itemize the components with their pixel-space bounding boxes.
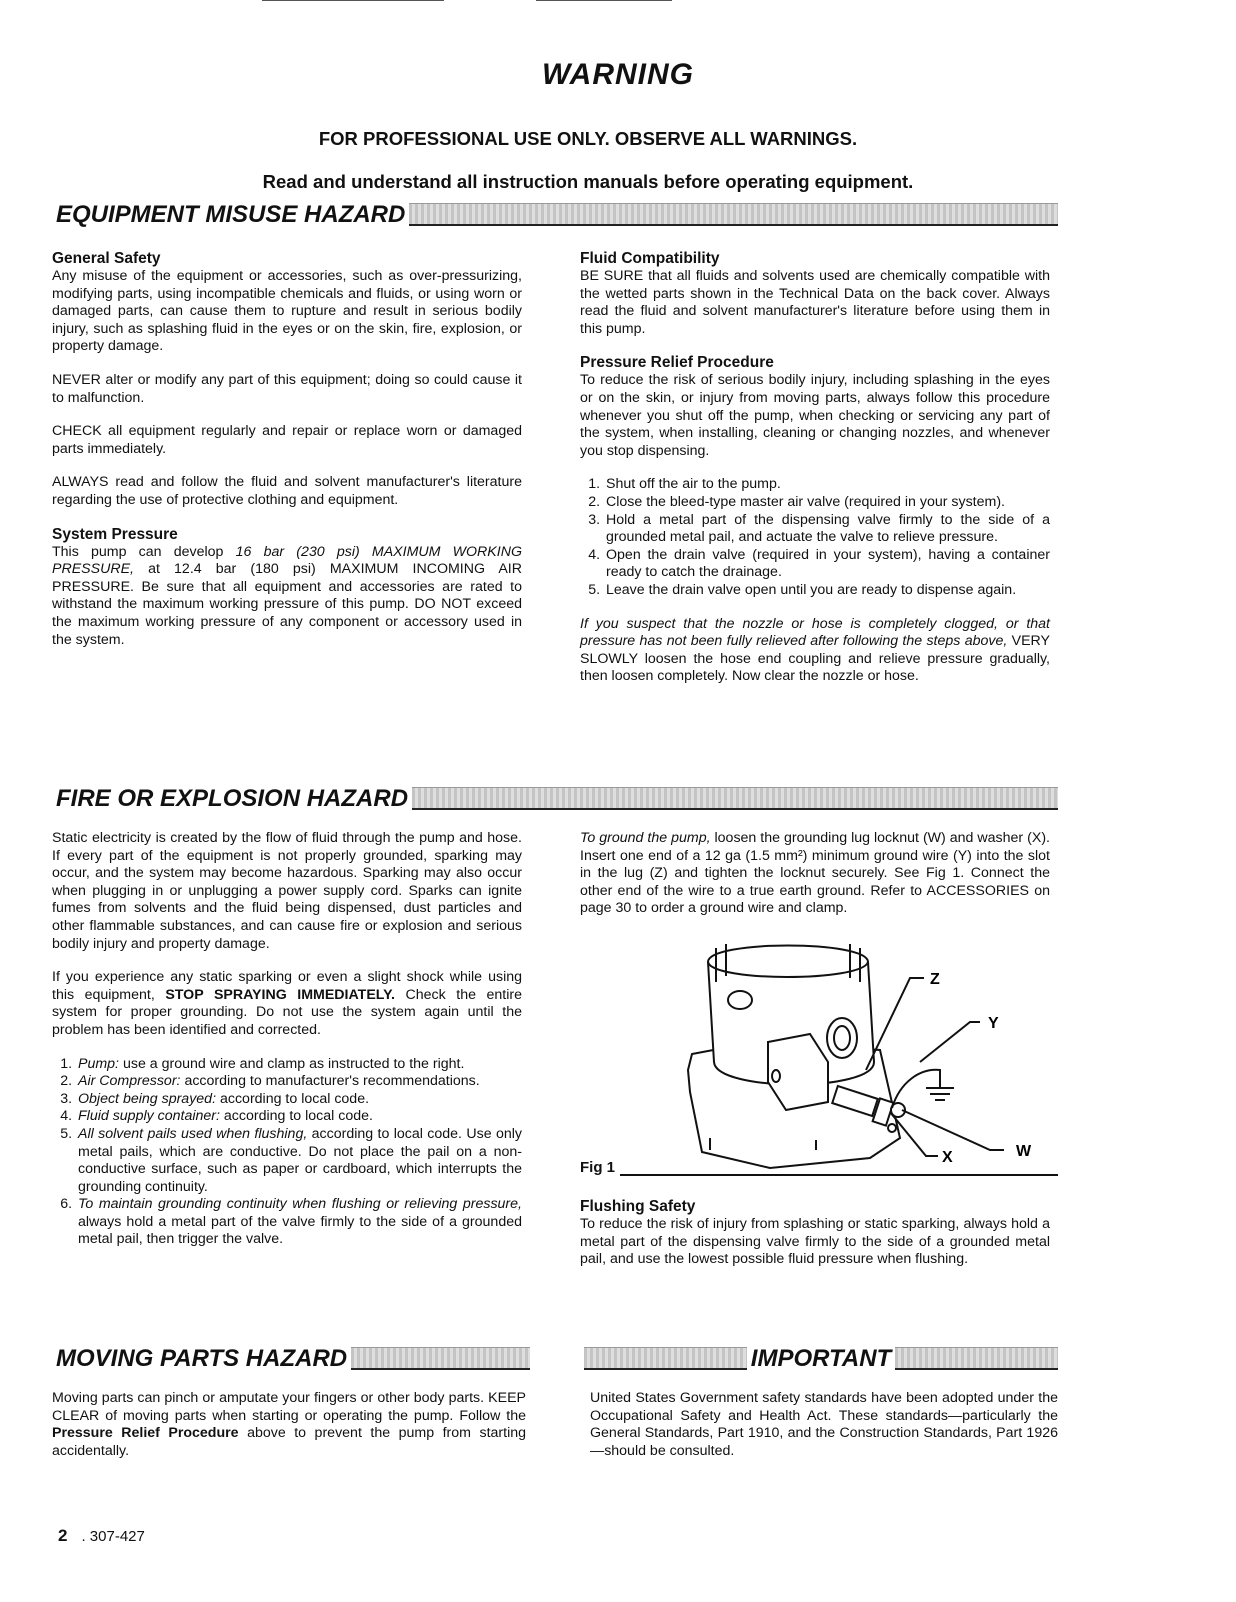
clogged-nozzle-text <box>580 616 1050 686</box>
page-footer <box>58 1526 145 1546</box>
pressure-relief-title: Pressure Relief Procedure <box>580 354 774 372</box>
heading-shade-bar <box>412 787 1058 810</box>
grounding-item <box>76 1196 522 1249</box>
pressure-relief-steps <box>580 476 1050 599</box>
grounding-item <box>76 1126 522 1196</box>
label-y: Y <box>988 1015 999 1032</box>
relief-step: 3. Hold a metal part of the dispensing valve firmly to the side of a grounded metal pail, and actuate the valve to relieve pressure. <box>604 512 1050 547</box>
page-number: 2 <box>58 1526 68 1545</box>
page-title: WARNING <box>542 58 694 91</box>
grounding-item-text: according to local code. <box>216 1090 370 1107</box>
relief-step: 1. Shut off the air to the pump. <box>604 476 1050 494</box>
flushing-safety-block <box>580 1198 1050 1285</box>
grounding-lug <box>827 1018 857 1058</box>
moving-parts-a: Moving parts can pinch or amputate your fingers or other body parts. KEEP CLEAR of moving parts when starting or operating the pump. Follow the <box>52 1390 526 1424</box>
pressure-relief-ref: Pressure Relief Procedure <box>52 1425 239 1442</box>
check-equipment-text: CHECK all equipment regularly and repair or replace worn or damaged parts immediately. <box>52 423 522 457</box>
equipment-left-column <box>52 250 522 665</box>
ground-symbol <box>926 1088 954 1100</box>
clogged-nozzle-italic: If you suspect that the nozzle or hose is completely clogged, or that pressure has not been fully relieved after following the steps above, <box>580 615 1050 650</box>
pressure-relief-text: To reduce the risk of serious bodily injury, including splashing in the eyes or on the skin, or injury from moving parts, always follow this procedure whenever you shut off the pump, when checking or servicing any part of the system, when installing, cleaning or changing nozzles, and whenever you stop dispensing. <box>580 372 1050 459</box>
figure-caption: Fig 1 <box>580 1159 616 1176</box>
heading-shade-bar <box>409 203 1058 226</box>
fire-left-column <box>52 830 522 1265</box>
scan-edge-line <box>536 0 672 1</box>
static-electricity-text: Static electricity is created by the flow of fluid through the pump and hose. If every part of the equipment is not properly grounded, sparking may occur, and the system may become hazardous. Sparking may also occur when plugging in or unplugging a power supply cord. Sparks can ignite fumes from solvents and the fluid being dispensed, dust particles and other flammable substances, and can cause fire or explosion and serious bodily injury and property damage. <box>52 830 522 952</box>
grounding-item-text: according to manufacturer's recommendations. <box>180 1073 480 1090</box>
system-pressure-title: System Pressure <box>52 525 178 543</box>
relief-step: 2. Close the bleed-type master air valve (required in your system). <box>604 494 1050 512</box>
ground-pump-rest: loosen the grounding lug locknut (W) and washer (X). Insert one end of a 12 ga (1.5 mm²) minimum ground wire (Y) into the slot in the lug (Z) and tighten the locknut securely. See Fig 1. Connect the other end of the wire to a true earth ground. Refer to ACCESSORIES on page 30 to order a ground wire and clamp. <box>580 830 1050 917</box>
ground-pump-italic: To ground the pump, <box>580 830 711 846</box>
fluid-compatibility-text: BE SURE that all fluids and solvents used are chemically compatible with the wetted parts shown in the Technical Data on the back cover. Always read the fluid and solvent manufacturer's literature before using them in this pump. <box>580 268 1050 337</box>
heading-shade-bar <box>351 1347 530 1370</box>
ground-pump-text <box>580 830 1050 918</box>
grounding-item <box>76 1108 522 1126</box>
moving-parts-block <box>52 1390 526 1476</box>
fluid-compatibility-title: Fluid Compatibility <box>580 250 720 267</box>
grounding-item-text: according to local code. <box>219 1108 373 1125</box>
important-text: United States Government safety standards have been adopted under the Occupational Safety and Health Act. These standards—particularly the General Standards, Part 1910, and the Construction Standards, Part 1926—should be consulted. <box>590 1390 1058 1459</box>
important-heading <box>584 1346 1058 1372</box>
general-safety-title: General Safety <box>52 250 161 267</box>
moving-parts-c: above to prevent the pump from starting accidentally. <box>52 1425 527 1459</box>
flushing-safety-text: To reduce the risk of injury from splashing or static sparking, always hold a metal part of the dispensing valve firmly to the side of a grounded metal pail, and use the lowest possible fluid pressure when flushing. <box>580 1216 1050 1268</box>
system-pressure-text-c: at 12.4 bar (180 psi) MAXIMUM INCOMING AIR PRESSURE. Be sure that all equipment and accessories are rated to withstand the maximum working pressure of this pump. DO NOT exceed the maximum working pressure of any component or accessory used in the system. <box>52 561 522 648</box>
label-w: W <box>1016 1143 1032 1160</box>
grounding-item-lead: Pump: <box>78 1055 120 1072</box>
equipment-misuse-heading <box>56 202 1058 228</box>
important-block <box>590 1390 1058 1476</box>
fire-explosion-title: FIRE OR EXPLOSION HAZARD <box>56 785 409 812</box>
scan-edge-line <box>262 0 444 1</box>
figure-1 <box>580 942 1058 1186</box>
grounding-item <box>76 1073 522 1091</box>
equipment-misuse-title: EQUIPMENT MISUSE HAZARD <box>56 201 406 228</box>
stop-spraying: STOP SPRAYING IMMEDIATELY. <box>165 986 396 1003</box>
label-z: Z <box>930 971 940 988</box>
grounding-item-text: according to local code. Use only metal pails, which are conductive. Do not place the pail on a non-conductive surface, such as paper or cardboard, which interrupts the grounding continuity. <box>78 1125 522 1195</box>
moving-parts-title: MOVING PARTS HAZARD <box>56 1345 348 1372</box>
grounding-item-lead: Air Compressor: <box>78 1073 181 1090</box>
max-working-pressure: 16 bar (230 psi) MAXIMUM WORKING PRESSURE, <box>52 543 522 578</box>
heading-shade-bar <box>895 1347 1058 1370</box>
moving-parts-text <box>52 1390 526 1460</box>
relief-step: 5. Leave the drain valve open until you are ready to dispense again. <box>604 582 1050 600</box>
system-pressure-text <box>52 544 522 650</box>
document-number: . 307-427 <box>81 1528 145 1545</box>
pump-ground-diagram <box>580 942 1058 1186</box>
figure-rule <box>620 1174 1058 1176</box>
moving-parts-heading <box>56 1346 530 1372</box>
read-manuals-notice: Read and understand all instruction manuals before operating equipment. <box>262 171 914 192</box>
grounding-item-text: use a ground wire and clamp as instructed to the right. <box>119 1055 465 1072</box>
grounding-item-lead: Fluid supply container: <box>78 1108 220 1125</box>
never-alter-text: NEVER alter or modify any part of this equipment; doing so could cause it to malfunction. <box>52 371 522 406</box>
flushing-safety-title: Flushing Safety <box>580 1198 696 1215</box>
grounding-item-lead: Object being sprayed: <box>78 1090 217 1107</box>
static-sparking-a: If you experience any static sparking or even a slight shock while using this equipment, <box>52 969 522 1003</box>
general-safety-text: Any misuse of the equipment or accessories, such as over-pressurizing, modifying parts, using incompatible chemicals and fluids, or using worn or damaged parts, can cause them to rupture and result in serious bodily injury, such as splashing fluid in the eyes or on the skin, fire, explosion, or property damage. <box>52 268 522 355</box>
leader-y <box>920 1022 980 1062</box>
fire-right-column <box>580 830 1050 934</box>
heading-shade-bar <box>584 1347 747 1370</box>
grounding-item <box>76 1056 522 1074</box>
grounding-item-text: always hold a metal part of the valve firmly to the side of a grounded metal pail, then trigger the valve. <box>78 1213 522 1248</box>
always-read-text: ALWAYS read and follow the fluid and solvent manufacturer's literature regarding the use of protective clothing and equipment. <box>52 474 522 508</box>
label-x: X <box>942 1149 953 1166</box>
fire-explosion-heading <box>56 786 1058 812</box>
static-sparking-c: Check the entire system for proper grounding. Do not use the system again until the problem has been identified and corrected. <box>52 986 522 1038</box>
equipment-right-column <box>580 250 1050 702</box>
static-sparking-text <box>52 969 522 1039</box>
grounding-item <box>76 1091 522 1109</box>
grounding-item-lead: To maintain grounding continuity when flushing or relieving pressure, <box>78 1196 522 1213</box>
system-pressure-text-a: This pump can develop <box>52 543 236 560</box>
grounding-list <box>52 1056 522 1250</box>
relief-step: 4. Open the drain valve (required in your system), having a container ready to catch the drainage. <box>604 547 1050 582</box>
clogged-nozzle-rest: VERY SLOWLY loosen the hose end coupling and relieve pressure gradually, then loosen completely. Now clear the nozzle or hose. <box>580 633 1050 685</box>
grounding-item-lead: All solvent pails used when flushing, <box>78 1125 308 1142</box>
professional-use-notice: FOR PROFESSIONAL USE ONLY. OBSERVE ALL WARNINGS. <box>318 128 858 149</box>
important-title: IMPORTANT <box>750 1345 892 1372</box>
